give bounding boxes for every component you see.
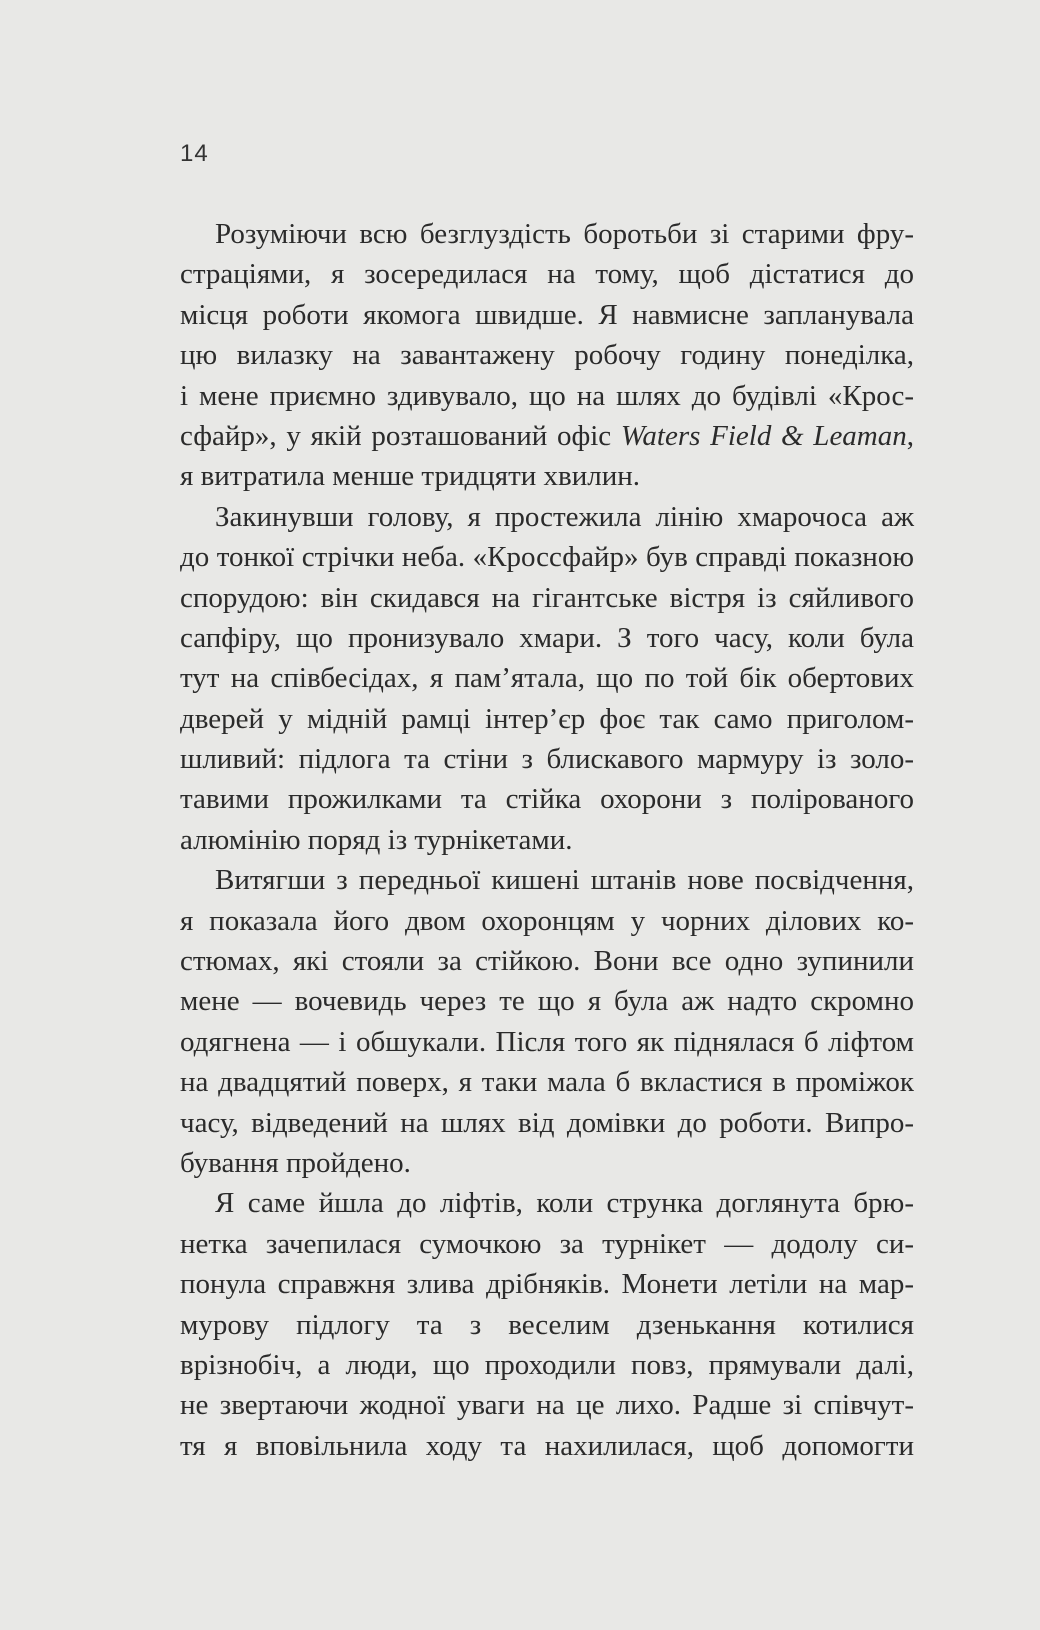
text-line: Я саме йшла до ліфтів, коли струнка доглянута брю- xyxy=(215,1187,914,1220)
text-line: тя я вповільнила ходу та нахилилася, щоб допомогти xyxy=(180,1429,914,1462)
text-line: я показала його двом охоронцям у чорних ділових ко- xyxy=(180,904,914,937)
text-line: врізнобіч, а люди, що проходили повз, прямували далі, xyxy=(180,1348,914,1381)
text-line: до тонкої стрічки неба. «Кроссфайр» був справді показною xyxy=(180,541,914,574)
text-line: мене — вочевидь через те що я була аж надто скромно xyxy=(180,985,914,1018)
text-line: страціями, я зосередилася на тому, щоб дістатися до xyxy=(180,258,914,291)
text-line: Витягши з передньої кишені штанів нове посвідчення, xyxy=(215,864,914,897)
company-name: Waters Field & Leaman xyxy=(620,419,907,452)
text-line: Розуміючи всю безглуздість боротьби зі старими фру- xyxy=(215,218,914,250)
text-fragment: сфайр», у якій розташований офіс xyxy=(180,419,621,452)
text-line: і мене приємно здивувало, що на шлях до будівлі «Крос- xyxy=(180,379,914,412)
text-line: спорудою: він скидався на гігантське вістря із сяйливого xyxy=(180,581,914,614)
text-line: понула справжня злива дрібняків. Монети летіли на мар- xyxy=(180,1268,914,1301)
text-line: не звертаючи жодної уваги на це лихо. Радше зі співчут- xyxy=(180,1389,914,1422)
text-line: місця роботи якомога швидше. Я навмисне запланувала xyxy=(180,298,914,331)
text-fragment: , xyxy=(906,419,915,452)
paragraph-last-line: алюмінію поряд із турнікетами. xyxy=(180,823,573,856)
text-line: мурову підлогу та з веселим дзенькання котилися xyxy=(180,1308,914,1341)
body-text xyxy=(180,214,914,1466)
text-line: одягнена — і обшукали. Після того як піднялася б ліфтом xyxy=(180,1025,914,1058)
text-line: тавими прожилками та стійка охорони з полірованого xyxy=(180,783,914,816)
text-line xyxy=(180,416,914,456)
text-line: цю вилазку на завантажену робочу годину понеділка, xyxy=(180,339,914,372)
text-line: дверей у мідній рамці інтер’єр фоє так само приголом- xyxy=(180,702,914,735)
page-number: 14 xyxy=(180,140,209,167)
text-line: часу, відведений на шлях від домівки до роботи. Випро- xyxy=(180,1106,914,1139)
text-line: на двадцятий поверх, я таки мала б вкластися в проміжок xyxy=(180,1066,914,1099)
text-line: нетка зачепилася сумочкою за турнікет — додолу си- xyxy=(180,1227,914,1260)
text-line: стюмах, які стояли за стійкою. Вони все одно зупинили xyxy=(180,945,914,978)
text-line: тут на співбесідах, я пам’ятала, що по той бік обертових xyxy=(180,662,914,695)
text-line: сапфіру, що пронизувало хмари. З того часу, коли була xyxy=(180,621,914,654)
paragraph-last-line: бування пройдено. xyxy=(180,1146,411,1179)
text-line: шливий: підлога та стіни з блискавого мармуру із золо- xyxy=(180,743,914,776)
text-line: Закинувши голову, я простежила лінію хмарочоса аж xyxy=(215,500,914,533)
paragraph-last-line: я витратила менше тридцяти хвилин. xyxy=(180,460,641,493)
